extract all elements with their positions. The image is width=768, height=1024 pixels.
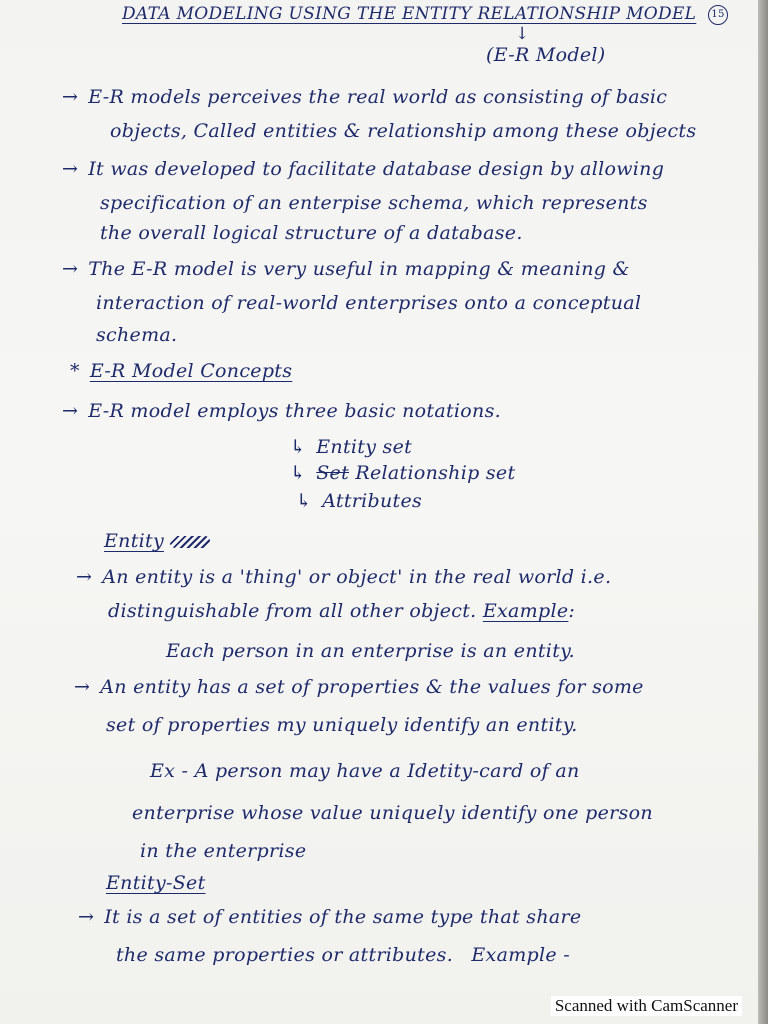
note-text: An entity is a 'thing' or object' in the real world i.e. bbox=[102, 566, 612, 588]
sub-arrow-icon: ↳ bbox=[290, 436, 307, 458]
note-text-tail: Example - bbox=[471, 944, 570, 966]
note-line bbox=[116, 944, 570, 966]
note-text: in the enterprise bbox=[140, 840, 307, 862]
note-text: specification of an enterpise schema, which represents bbox=[100, 192, 648, 214]
note-text: It was developed to facilitate database design by allowing bbox=[88, 158, 665, 180]
bullet-arrow-icon: → bbox=[62, 400, 79, 422]
note-line bbox=[96, 324, 177, 346]
note-text: Ex - A person may have a Idetity-card of an bbox=[150, 760, 580, 782]
note-line bbox=[74, 676, 644, 698]
note-line bbox=[110, 120, 696, 142]
note-line bbox=[62, 158, 664, 180]
note-line bbox=[76, 566, 611, 588]
page-number: 15 bbox=[708, 5, 728, 25]
note-text: Each person in an enterprise is an entity. bbox=[166, 640, 575, 662]
sub-arrow-icon: ↳ bbox=[290, 462, 307, 484]
sub-arrow-icon: ↳ bbox=[296, 490, 313, 512]
bullet-arrow-icon: → bbox=[78, 906, 95, 928]
note-text: An entity has a set of properties & the values for some bbox=[100, 676, 644, 698]
notation-text: Relationship set bbox=[355, 462, 516, 484]
page-subtitle: (E-R Model) bbox=[486, 44, 606, 66]
note-text: E-R models perceives the real world as consisting of basic bbox=[88, 86, 668, 108]
notation-item bbox=[296, 490, 422, 512]
note-line bbox=[132, 802, 653, 824]
note-line: distinguishable from all other object. Example: bbox=[108, 600, 576, 622]
bullet-arrow-icon: → bbox=[62, 258, 79, 280]
note-line bbox=[62, 86, 667, 108]
note-line bbox=[62, 258, 630, 280]
note-line bbox=[150, 760, 580, 782]
bullet-arrow-icon: → bbox=[76, 566, 93, 588]
note-line bbox=[96, 292, 641, 314]
down-arrow-icon: ↓ bbox=[515, 24, 530, 44]
note-text: objects, Called entities & relationship among these objects bbox=[110, 120, 697, 142]
note-line bbox=[106, 714, 578, 736]
scribble-mark bbox=[170, 536, 210, 548]
section-heading bbox=[70, 360, 292, 382]
asterisk-icon: * bbox=[70, 360, 80, 382]
page-title-text: DATA MODELING USING THE ENTITY RELATIONSHIP MODEL bbox=[122, 4, 697, 24]
example-label: Example bbox=[482, 600, 569, 622]
notation-item bbox=[290, 436, 412, 458]
scanner-watermark: Scanned with CamScanner bbox=[551, 996, 742, 1016]
notation-item bbox=[290, 462, 515, 484]
note-text: the same properties or attributes. bbox=[116, 944, 454, 966]
page-edge-shadow bbox=[758, 0, 768, 1024]
note-line bbox=[100, 192, 648, 214]
note-line bbox=[100, 222, 523, 244]
bullet-arrow-icon: → bbox=[62, 158, 79, 180]
section-heading-text: Entity-Set bbox=[106, 872, 206, 894]
note-text: schema. bbox=[96, 324, 178, 346]
note-line bbox=[62, 400, 501, 422]
section-heading-text: E-R Model Concepts bbox=[89, 360, 293, 382]
note-line bbox=[140, 840, 306, 862]
note-line bbox=[166, 640, 575, 662]
note-text: the overall logical structure of a database. bbox=[100, 222, 523, 244]
note-text: enterprise whose value uniquely identify one person bbox=[132, 802, 653, 824]
note-text: It is a set of entities of the same type that share bbox=[104, 906, 582, 928]
notation-text: Entity set bbox=[316, 436, 413, 458]
section-heading-text: Entity bbox=[104, 530, 164, 552]
note-text: interaction of real-world enterprises onto a conceptual bbox=[96, 292, 642, 314]
section-heading bbox=[106, 872, 206, 894]
note-text: set of properties my uniquely identify an entity. bbox=[106, 714, 578, 736]
struck-text: Set bbox=[316, 462, 350, 484]
note-text: distinguishable from all other object. bbox=[108, 600, 477, 622]
bullet-arrow-icon: → bbox=[62, 86, 79, 108]
page-title bbox=[122, 4, 728, 25]
section-heading bbox=[104, 530, 210, 552]
note-line bbox=[78, 906, 581, 928]
notation-text: Attributes bbox=[322, 490, 423, 512]
bullet-arrow-icon: → bbox=[74, 676, 91, 698]
note-text: The E-R model is very useful in mapping & meaning & bbox=[88, 258, 630, 280]
note-text: E-R model employs three basic notations. bbox=[88, 400, 501, 422]
